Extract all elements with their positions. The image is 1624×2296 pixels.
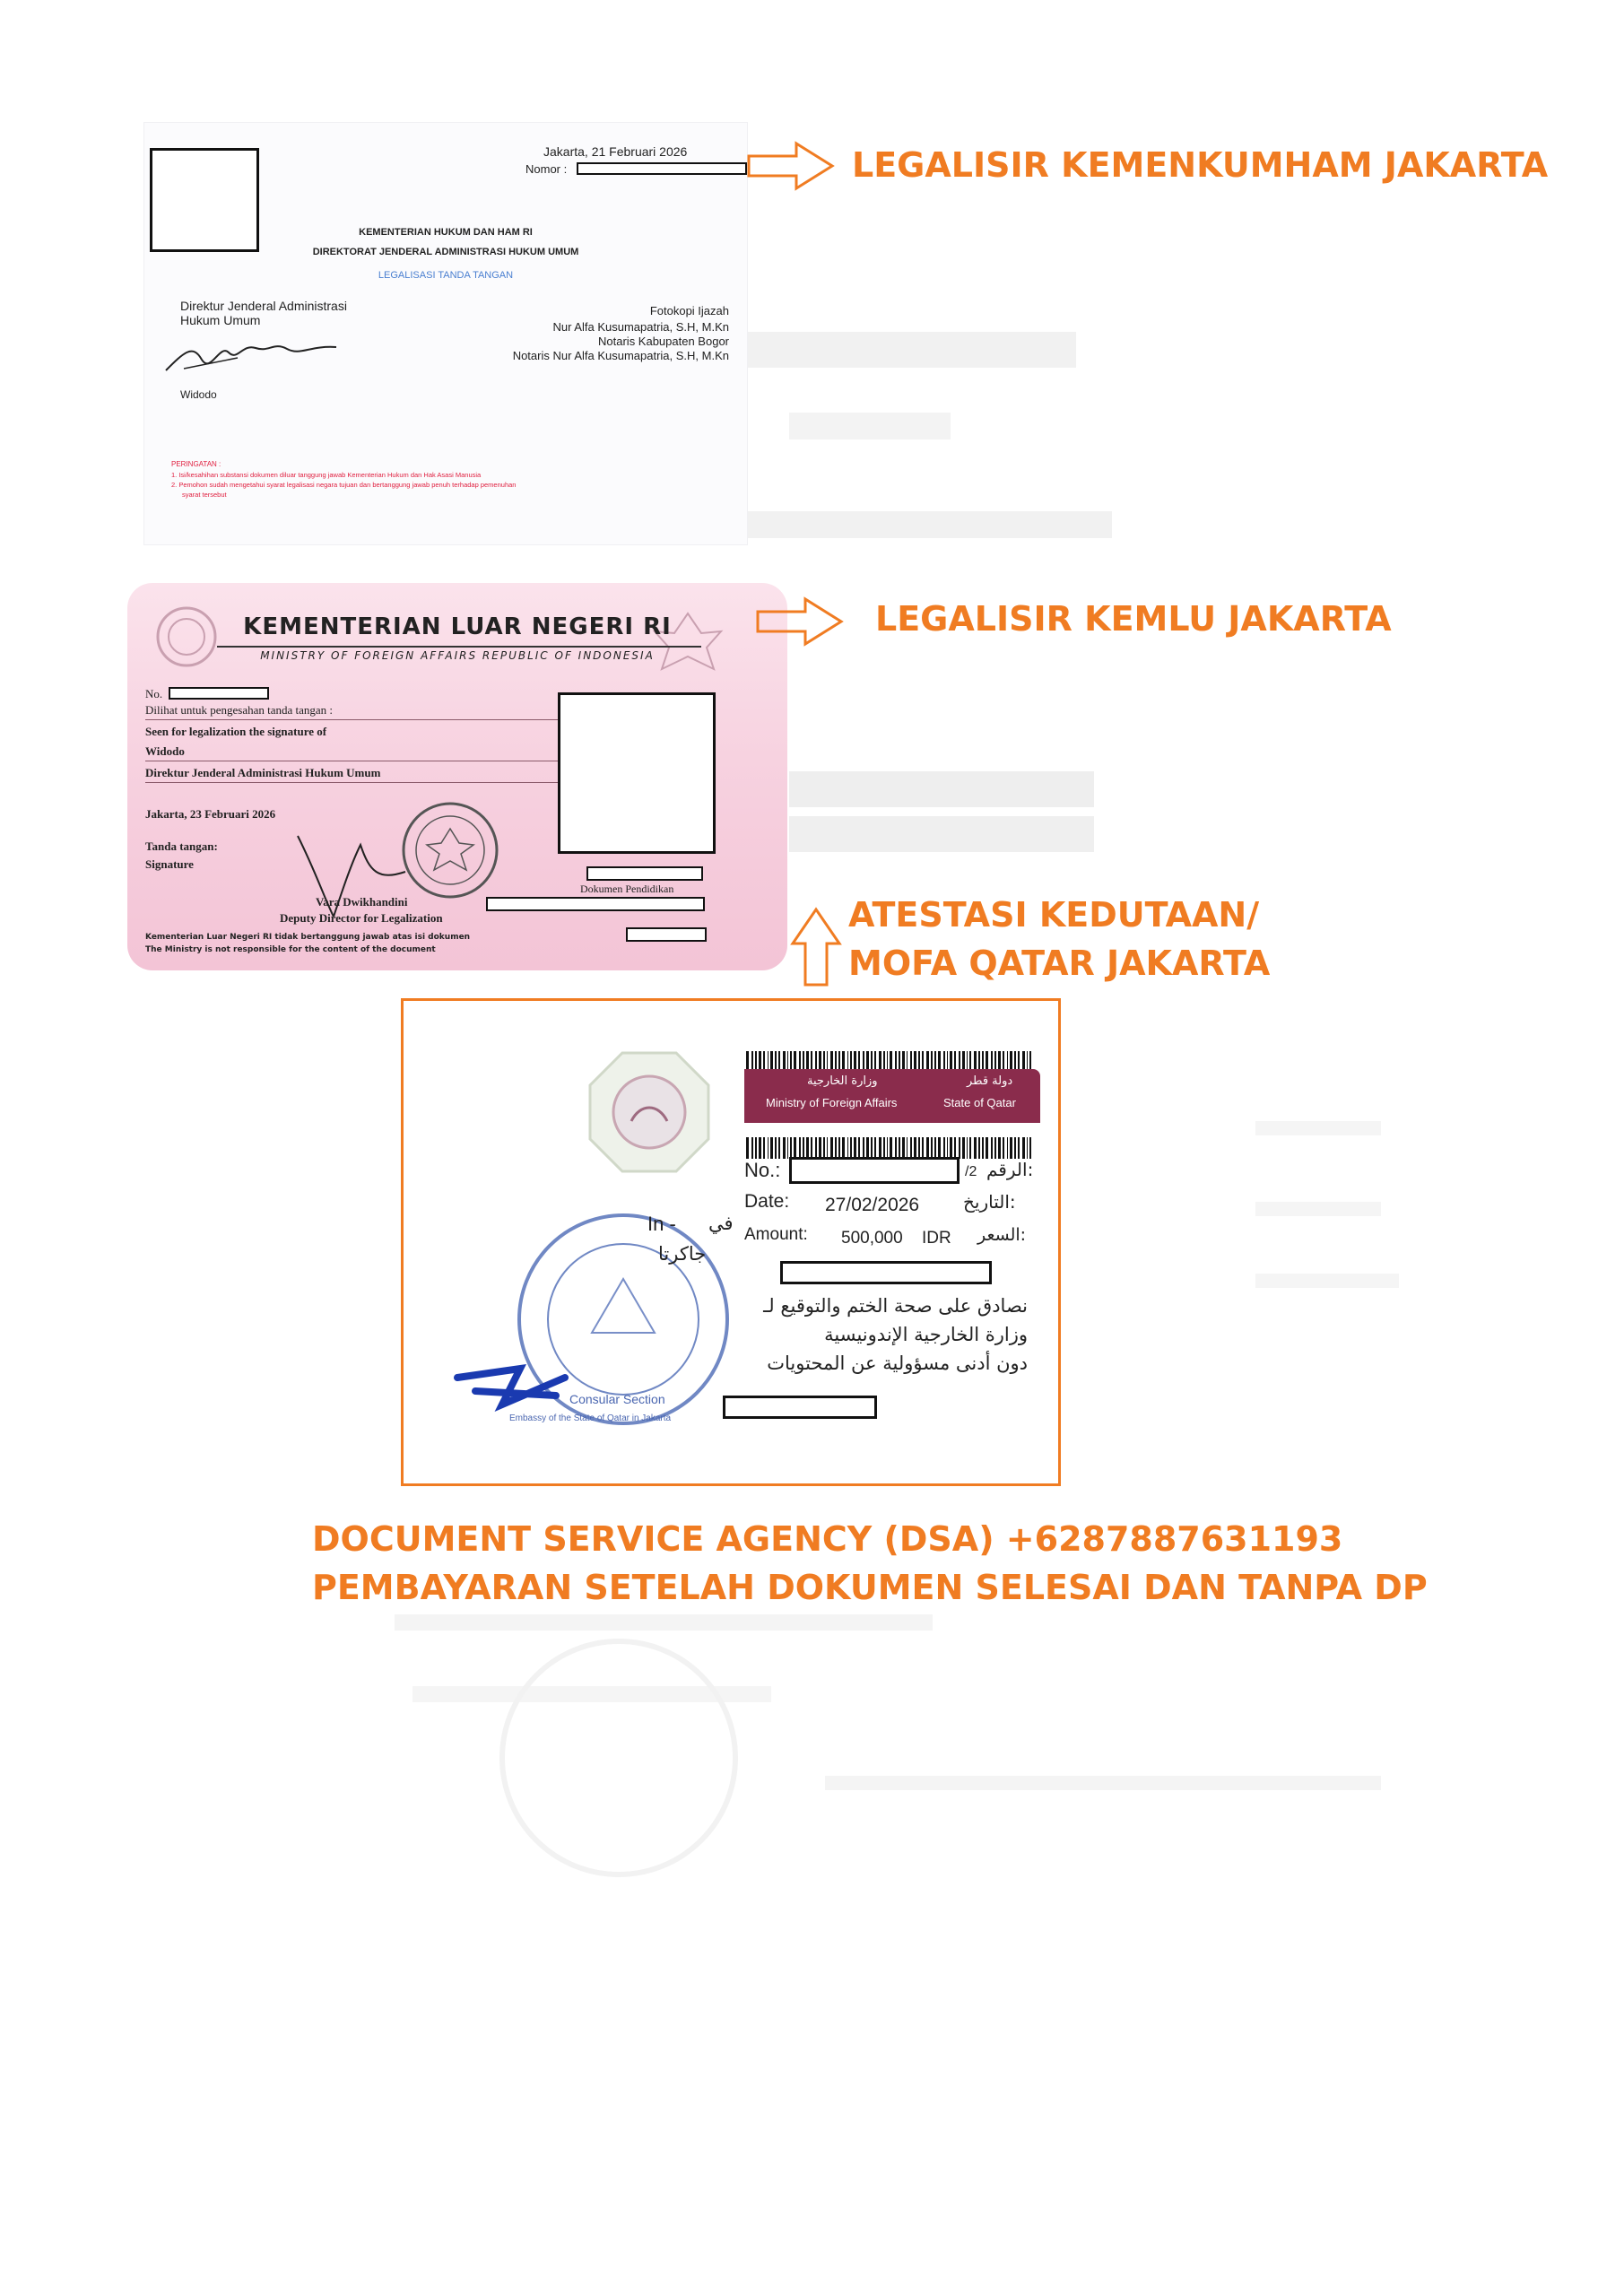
stamp1-signer-name: Widodo (180, 388, 217, 401)
qatar-ar-in: في (708, 1213, 734, 1234)
redacted-qatar-bottom (723, 1396, 877, 1419)
stamp1-date: Jakarta, 21 Februari 2026 (543, 144, 688, 159)
stamp2-line-6: Tanda tangan: (145, 839, 218, 853)
arrow-up-icon (789, 906, 843, 987)
stamp1-subtitle: LEGALISASI TANDA TANGAN (378, 270, 514, 281)
second-barcode-icon (744, 1137, 1040, 1159)
arrow-right-icon (746, 140, 836, 192)
qatar-attestation-frame (401, 998, 1061, 1486)
stamp2-footer-1: Kementerian Luar Negeri RI tidak bertanggung jawab atas isi dokumen (145, 933, 471, 942)
footer-payment-line: PEMBAYARAN SETELAH DOKUMEN SELESAI DAN TANPA DP (312, 1568, 1428, 1607)
stamp2-line-1: Dilihat untuk pengesahan tanda tangan : (145, 703, 334, 717)
label-kemlu: LEGALISIR KEMLU JAKARTA (875, 599, 1392, 639)
redacted-kemlu-small (626, 927, 707, 942)
stamp2-officer-title: Deputy Director for Legalization (280, 911, 443, 925)
qatar-currency: IDR (922, 1229, 951, 1248)
qatar-ar-city: جاكرتا (658, 1243, 707, 1265)
label-atestasi-line-1: ATESTASI KEDUTAAN/ (848, 895, 1260, 935)
qatar-in-label: In - (647, 1213, 676, 1235)
seal-text-consular: Consular Section (569, 1392, 665, 1406)
stamp1-doc-4: Notaris Nur Alfa Kusumapatria, S.H, M.Kn (512, 349, 729, 362)
stamp2-doc-label: Dokumen Pendidikan (580, 883, 674, 895)
label-atestasi-line-2: MOFA QATAR JAKARTA (848, 944, 1271, 983)
stamp2-subtitle: MINISTRY OF FOREIGN AFFAIRS REPUBLIC OF INDONESIA (260, 649, 655, 662)
stamp1-warning-3: syarat tersebut (182, 491, 227, 499)
stamp1-warning-title: PERINGATAN : (171, 460, 221, 468)
kemenkumham-stamp (143, 122, 748, 545)
stamp1-ministry: KEMENTERIAN HUKUM DAN HAM RI (359, 227, 533, 238)
qatar-ar-amount: السعر: (977, 1225, 1027, 1245)
stamp2-footer-2: The Ministry is not responsible for the content of the document (145, 945, 436, 954)
stamp2-title: KEMENTERIAN LUAR NEGERI RI (243, 613, 672, 640)
stamp2-line-3: Widodo (145, 744, 185, 758)
signature-scribble (157, 326, 363, 379)
qatar-date-value: 27/02/2026 (825, 1195, 920, 1215)
stamp1-warning-2: 2. Pemohon sudah mengetahui syarat legalisasi negara tujuan dan bertanggung jawab penuh terhadap pemenuhan (171, 481, 517, 489)
stamp2-line-7: Signature (145, 857, 194, 871)
label-kemenkumham: LEGALISIR KEMENKUMHAM JAKARTA (852, 145, 1549, 185)
qatar-header-band (744, 1069, 1040, 1123)
qatar-en-state: State of Qatar (943, 1096, 1016, 1109)
stamp1-signer-title-2: Hukum Umum (180, 313, 261, 327)
stamp2-no-label: No. (145, 687, 163, 700)
qatar-amount-label: Amount: (744, 1225, 808, 1244)
qatar-ar-date: التاريخ: (963, 1191, 1016, 1213)
stamp1-directorate: DIREKTORAT JENDERAL ADMINISTRASI HUKUM UMUM (312, 247, 579, 257)
stamp1-doc-1: Fotokopi Ijazah (649, 304, 729, 317)
qatar-amount-value: 500,000 (841, 1229, 903, 1248)
footer-agency-line: DOCUMENT SERVICE AGENCY (DSA) +6287887631193 (312, 1519, 1343, 1559)
stamp2-officer-name: Vara Dwikhandini (316, 895, 408, 909)
qatar-no-suffix: /2 (965, 1164, 977, 1179)
stamp1-signer-title-1: Direktur Jenderal Administrasi (180, 299, 347, 313)
redacted-qatar-no (789, 1157, 960, 1184)
stamp2-rule-1 (145, 719, 608, 720)
stamp2-subtitle-rule (217, 646, 701, 648)
qatar-ar-state: دولة قطر (967, 1074, 1013, 1088)
redacted-kemlu-doc (586, 866, 703, 881)
qatar-ar-line-2: وزارة الخارجية الإندونيسية (824, 1324, 1028, 1345)
redacted-kemlu-photo (558, 692, 716, 854)
stamp2-line-4: Direktur Jenderal Administrasi Hukum Umum (145, 766, 381, 779)
qatar-hologram-icon (586, 1049, 712, 1175)
redacted-kemlu-no (169, 687, 269, 700)
stamp1-doc-2: Nur Alfa Kusumapatria, S.H, M.Kn (552, 320, 729, 334)
stamp2-line-5: Jakarta, 23 Februari 2026 (145, 807, 276, 821)
stamp2-line-2: Seen for legalization the signature of (145, 725, 327, 738)
qatar-date-label: Date: (744, 1191, 790, 1212)
qatar-en-ministry: Ministry of Foreign Affairs (766, 1096, 898, 1109)
stamp1-warning-1: 1. Isi/kesahihan substansi dokumen diluar tanggung jawab Kementerian Hukum dan Hak Asasi Manusia (171, 471, 482, 479)
top-barcode-icon (744, 1051, 1040, 1069)
qatar-mofa-sticker (744, 1051, 1040, 1428)
qatar-ar-ministry: وزارة الخارجية (807, 1074, 878, 1088)
arrow-right-icon (755, 596, 845, 648)
kemlu-signature-scribble (280, 818, 423, 926)
redacted-nomor (577, 162, 747, 175)
stamp2-rule-3 (145, 782, 608, 783)
stamp1-nomor-label: Nomor : (525, 162, 568, 176)
seal-text-embassy: Embassy of the State of Qatar in Jakarta (509, 1413, 672, 1423)
qatar-signature-scribble (448, 1342, 592, 1422)
kemlu-stamp (127, 583, 787, 970)
redacted-qatar-line (780, 1261, 992, 1284)
redacted-kemlu-line (486, 897, 705, 911)
qatar-no-label: No.: (744, 1159, 781, 1181)
qatar-ar-line-1: نصادق على صحة الختم والتوقيع لـ (763, 1295, 1028, 1317)
qatar-ar-no: الرقم: (986, 1159, 1034, 1180)
stamp1-doc-3: Notaris Kabupaten Bogor (598, 335, 729, 348)
qatar-ar-line-3: دون أدنى مسؤولية عن المحتويات (767, 1352, 1028, 1374)
